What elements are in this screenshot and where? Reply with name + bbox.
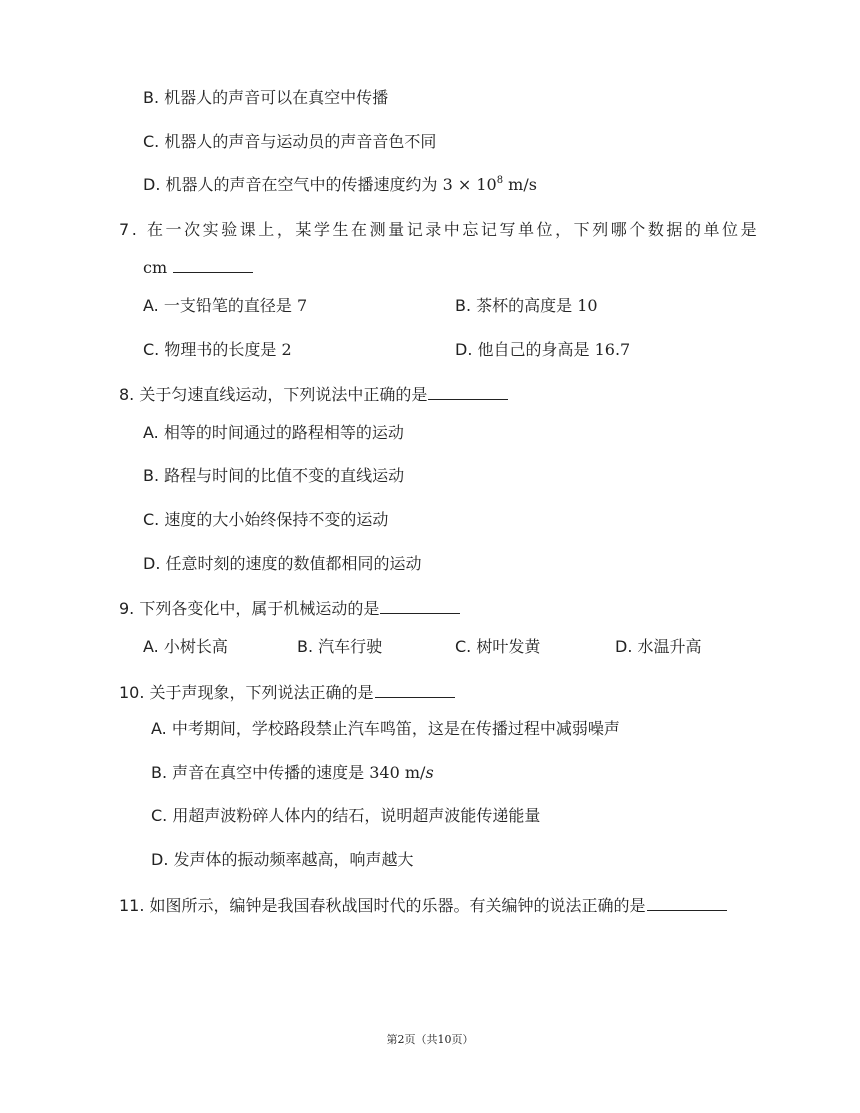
q6-option-b: B. 机器人的声音可以在真空中传播 xyxy=(143,88,389,107)
q8-option-c: C. 速度的大小始终保持不变的运动 xyxy=(143,510,389,529)
q8-option-a: A. 相等的时间通过的路程相等的运动 xyxy=(143,423,404,442)
q7-answer-blank xyxy=(173,258,253,273)
q7-option-c: C. 物理书的长度是 2 xyxy=(143,340,292,359)
q9-option-a: A. 小树长高 xyxy=(143,637,228,656)
q10-stem: 10. 关于声现象，下列说法正确的是 xyxy=(119,680,455,703)
q9-stem: 9. 下列各变化中，属于机械运动的是 xyxy=(119,596,460,619)
q9-answer-blank xyxy=(380,599,460,614)
page-footer: 第2页（共10页） xyxy=(386,1033,474,1046)
q9-option-b: B. 汽车行驶 xyxy=(297,637,383,656)
q7-stem-unit: cm xyxy=(143,258,168,277)
q8-option-d: D. 任意时刻的速度的数值都相同的运动 xyxy=(143,554,422,573)
q8-stem: 8. 关于匀速直线运动，下列说法中正确的是 xyxy=(119,382,508,405)
q9-option-d: D. 水温升高 xyxy=(615,637,702,656)
q6-option-c: C. 机器人的声音与运动员的声音音色不同 xyxy=(143,132,437,151)
q9-option-c: C. 树叶发黄 xyxy=(455,637,541,656)
q7-stem: 7. 在一次实验课上，某学生在测量记录中忘记写单位，下列哪个数据的单位是 xyxy=(119,220,760,239)
q7-stem-unit-line xyxy=(143,258,253,277)
q11-answer-blank xyxy=(647,896,727,911)
q7-option-b: B. 茶杯的高度是 10 xyxy=(455,296,598,315)
q6-option-d xyxy=(143,172,537,195)
q10-option-b: B. 声音在真空中传播的速度是 340 m/s xyxy=(151,763,434,782)
q6-option-d-math: $3 \times 10^8$ m/s xyxy=(442,175,537,194)
q7-option-d: D. 他自己的身高是 16.7 xyxy=(455,340,631,359)
q10-option-d: D. 发声体的振动频率越高，响声越大 xyxy=(151,850,414,869)
q7-option-a: A. 一支铅笔的直径是 7 xyxy=(143,296,308,315)
q8-option-b: B. 路程与时间的比值不变的直线运动 xyxy=(143,466,405,485)
q11-stem: 11. 如图所示，编钟是我国春秋战国时代的乐器。有关编钟的说法正确的是 xyxy=(119,893,727,916)
q8-answer-blank xyxy=(428,385,508,400)
q10-answer-blank xyxy=(375,683,455,698)
q10-option-c: C. 用超声波粉碎人体内的结石，说明超声波能传递能量 xyxy=(151,806,541,825)
q10-option-a: A. 中考期间，学校路段禁止汽车鸣笛，这是在传播过程中减弱噪声 xyxy=(151,719,620,738)
q6-option-d-text: D. 机器人的声音在空气中的传播速度约为 xyxy=(143,175,443,194)
